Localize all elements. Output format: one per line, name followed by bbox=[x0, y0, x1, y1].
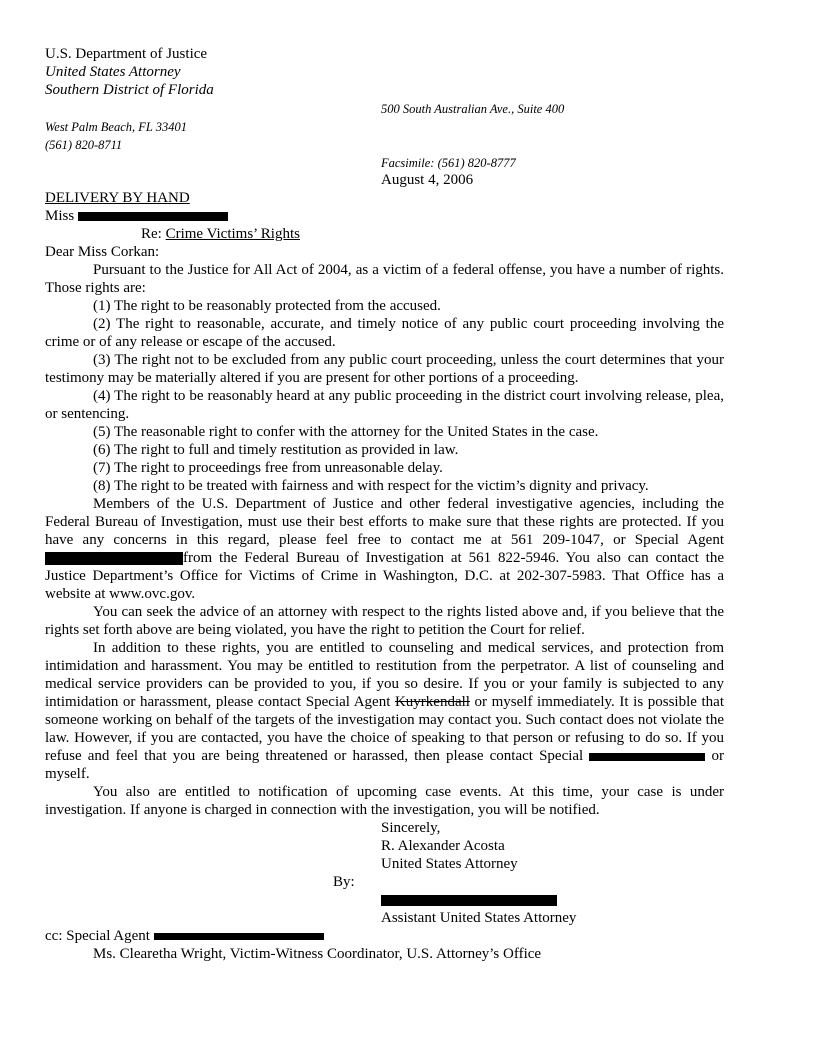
redaction-bar bbox=[154, 933, 324, 940]
recipient-line bbox=[45, 207, 228, 225]
addition-paragraph bbox=[45, 639, 724, 783]
advice-paragraph: You can seek the advice of an attorney with respect to the rights listed above and, if you believe that the rights set forth above are being violated, you have the right to petition the Court for relief. bbox=[45, 604, 724, 638]
right-1: (1) The right to be reasonably protected from the accused. bbox=[93, 298, 441, 314]
addition-text-b: or myself immediately. It is possible that someone working on behalf of the targets of the investigation may contact you. Such contact does not violate the law. However, if you are contacted, you have the choice of speaking to that person or refusing to do so. If you refuse and feel that you are being threatened or harassed, then please contact Special bbox=[45, 694, 724, 764]
re-label: Re: bbox=[141, 226, 162, 242]
phone-number: (561) 820-8711 bbox=[45, 138, 123, 152]
fax-number: Facsimile: (561) 820-8777 bbox=[381, 156, 516, 170]
redaction-bar bbox=[45, 552, 183, 565]
right-4: (4) The right to be reasonably heard at any public proceeding in the district court involving release, plea, or sentencing. bbox=[45, 388, 724, 422]
signature-redaction bbox=[381, 895, 557, 906]
letter-date: August 4, 2006 bbox=[381, 172, 474, 188]
city-address: West Palm Beach, FL 33401 bbox=[45, 120, 188, 134]
salutation: Dear Miss Corkan: bbox=[45, 244, 160, 260]
redaction-bar bbox=[589, 753, 705, 761]
right-7: (7) The right to proceedings free from unreasonable delay. bbox=[93, 460, 443, 476]
office-name: United States Attorney bbox=[45, 64, 181, 80]
by-label: By: bbox=[333, 874, 355, 890]
members-text-a: Members of the U.S. Department of Justice and other federal investigative agencies, including the Federal Bureau of Investigation, must use their best efforts to make sure that these rights are protected. If you have any concerns in this regard, please feel free to contact me at 561 209-1047, or Special Agent bbox=[45, 496, 724, 548]
right-2: (2) The right to reasonable, accurate, and timely notice of any public court proceeding involving the crime or of any release or escape of the accused. bbox=[45, 316, 724, 350]
signatory-name: R. Alexander Acosta bbox=[381, 838, 505, 854]
department-name: U.S. Department of Justice bbox=[45, 46, 208, 62]
re-line bbox=[141, 225, 300, 243]
closing-sincerely: Sincerely, bbox=[381, 820, 441, 836]
ausa-title: Assistant United States Attorney bbox=[381, 910, 577, 926]
notification-paragraph: You also are entitled to notification of upcoming case events. At this time, your case is under investigation. If anyone is charged in connection with the investigation, you will be notified. bbox=[45, 784, 724, 818]
struck-agent-name: Kuyrkendall bbox=[394, 694, 470, 710]
district-name: Southern District of Florida bbox=[45, 82, 214, 98]
addition-text-c: or myself. bbox=[45, 748, 725, 782]
cc-line-2: Ms. Clearetha Wright, Victim-Witness Coordinator, U.S. Attorney’s Office bbox=[93, 946, 542, 962]
signatory-title: United States Attorney bbox=[381, 856, 518, 872]
cc-prefix: cc: Special Agent bbox=[45, 928, 150, 944]
re-subject: Crime Victims’ Rights bbox=[165, 226, 300, 242]
intro-paragraph: Pursuant to the Justice for All Act of 2004, as a victim of a federal offense, you have a number of rights. Those rights are: bbox=[45, 262, 724, 296]
members-text-b: from the Federal Bureau of Investigation at 561 822-5946. You also can contact the Justice Department’s Office for Victims of Crime in Washington, D.C. at 202-307-5983. That Office has a website at www.ovc.gov. bbox=[45, 550, 724, 602]
delivery-method: DELIVERY BY HAND bbox=[45, 190, 190, 206]
cc-line-1 bbox=[45, 927, 324, 945]
redaction-bar bbox=[78, 212, 228, 221]
letter-body bbox=[45, 261, 724, 819]
members-paragraph bbox=[45, 495, 724, 603]
right-8: (8) The right to be treated with fairness and with respect for the victim’s dignity and privacy. bbox=[93, 478, 649, 494]
recipient-prefix: Miss bbox=[45, 208, 75, 224]
right-6: (6) The right to full and timely restitution as provided in law. bbox=[93, 442, 459, 458]
right-3: (3) The right not to be excluded from any public court proceeding, unless the court determines that your testimony may be materially altered if you are present for other portions of a proceeding. bbox=[45, 352, 724, 386]
right-5: (5) The reasonable right to confer with the attorney for the United States in the case. bbox=[93, 424, 599, 440]
street-address: 500 South Australian Ave., Suite 400 bbox=[381, 102, 565, 116]
addition-text-a: In addition to these rights, you are entitled to counseling and medical services, and protection from intimidation and harassment. You may be entitled to restitution from the perpetrator. A list of counseling and medical service providers can be provided to you, if you so desire. If you or your family is subjected to any intimidation or harassment, please contact Special Agent bbox=[45, 640, 724, 710]
